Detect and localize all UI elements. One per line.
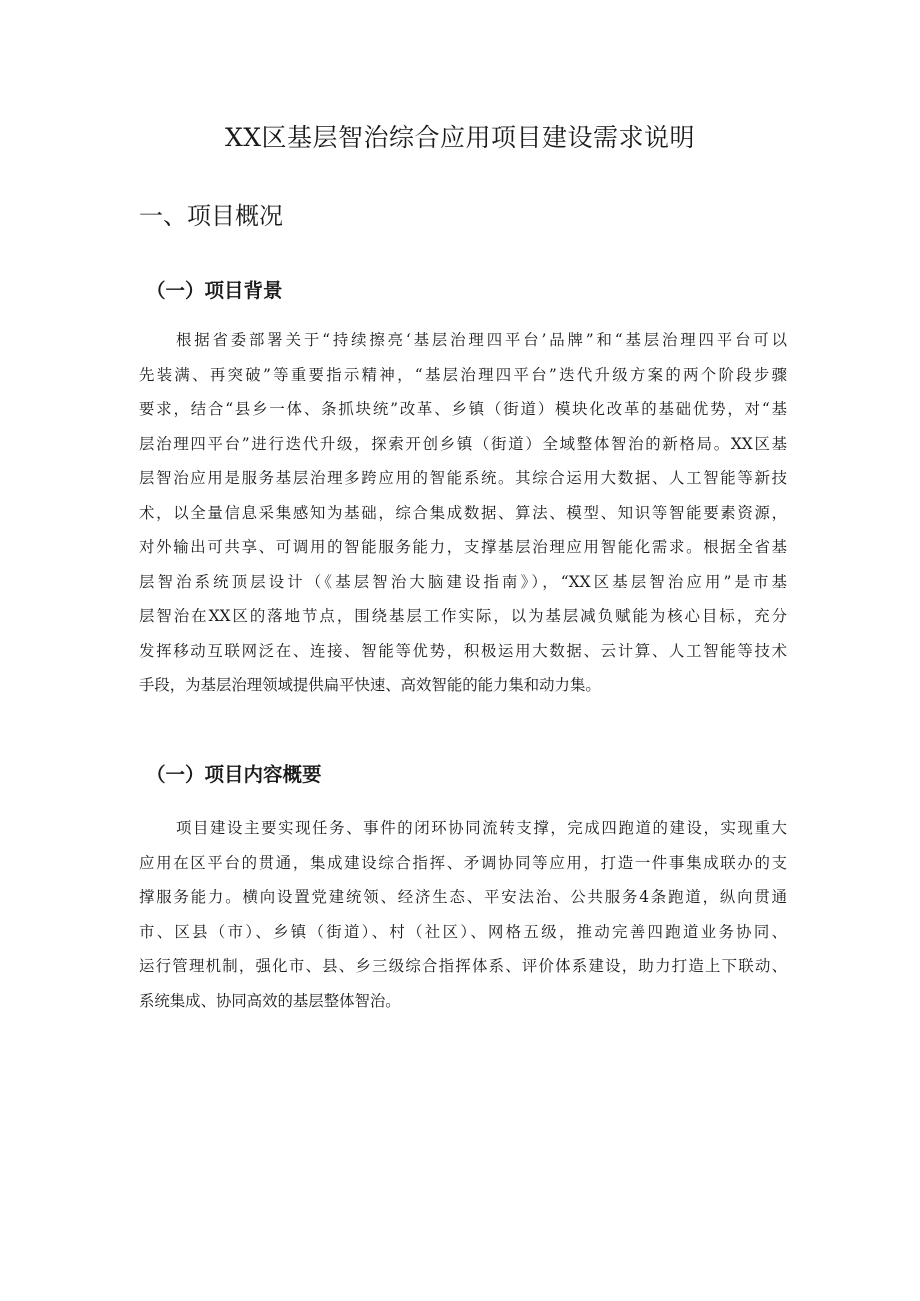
paragraph-line: 根据省委部署关于“持续擦亮‘基层治理四平台’品牌”和“基层治理四平台可以 (176, 331, 787, 349)
paragraph-line: 撑服务能力。横向设置党建统领、经济生态、平安法治、公共服务4条跑道，纵向贯通 (139, 888, 787, 906)
document-title: XX区基层智治综合应用项目建设需求说明 (224, 123, 696, 152)
subsection-heading-content-summary: （一）项目内容概要 (146, 763, 322, 786)
section-heading-overview: 一、项目概况 (139, 202, 283, 230)
paragraph-line: 层智治在XX区的落地节点，围绕基层工作实际，以为基层减负赋能为核心目标，充分 (139, 607, 787, 625)
paragraph-content-summary (139, 811, 787, 1018)
subsection-heading-background: （一）项目背景 (146, 279, 283, 302)
paragraph-line: 术，以全量信息采集感知为基础，综合集成数据、算法、模型、知识等智能要素资源， (139, 503, 787, 522)
paragraph-line: 层智治应用是服务基层治理多跨应用的智能系统。其综合运用大数据、人工智能等新技 (139, 469, 787, 487)
paragraph-line: 项目建设主要实现任务、事件的闭环协同流转支撑，完成四跑道的建设，实现重大 (176, 819, 787, 837)
paragraph-line: 对外输出可共享、可调用的智能服务能力，支撑基层治理应用智能化需求。根据全省基 (139, 538, 787, 556)
paragraph-line: 先装满、再突破”等重要指示精神，“基层治理四平台”迭代升级方案的两个阶段步骤 (139, 365, 787, 384)
paragraph-line: 市、区县（市）、乡镇（街道）、村（社区）、网格五级，推动完善四跑道业务协同、 (139, 922, 787, 941)
paragraph-line: 层治理四平台”进行迭代升级，探索开创乡镇（街道）全域整体智治的新格局。XX区基 (139, 434, 787, 453)
paragraph-line: 发挥移动互联网泛在、连接、智能等优势，积极运用大数据、云计算、人工智能等技术 (139, 641, 787, 660)
paragraph-line: 层智治系统顶层设计（《基层智治大脑建设指南》），“XX区基层智治应用”是市基 (139, 572, 787, 591)
paragraph-line: 要求，结合“县乡一体、条抓块统”改革、乡镇（街道）模块化改革的基础优势，对“基 (139, 400, 787, 418)
paragraph-line: 手段，为基层治理领域提供扁平快速、高效智能的能力集和动力集。 (139, 676, 601, 694)
paragraph-line: 应用在区平台的贯通，集成建设综合指挥、矛调协同等应用，打造一件事集成联办的支 (139, 853, 787, 872)
paragraph-line: 运行管理机制，强化市、县、乡三级综合指挥体系、评价体系建设，助力打造上下联动、 (139, 957, 787, 975)
paragraph-background (139, 323, 787, 703)
paragraph-line: 系统集成、协同高效的基层整体智治。 (139, 991, 401, 1010)
